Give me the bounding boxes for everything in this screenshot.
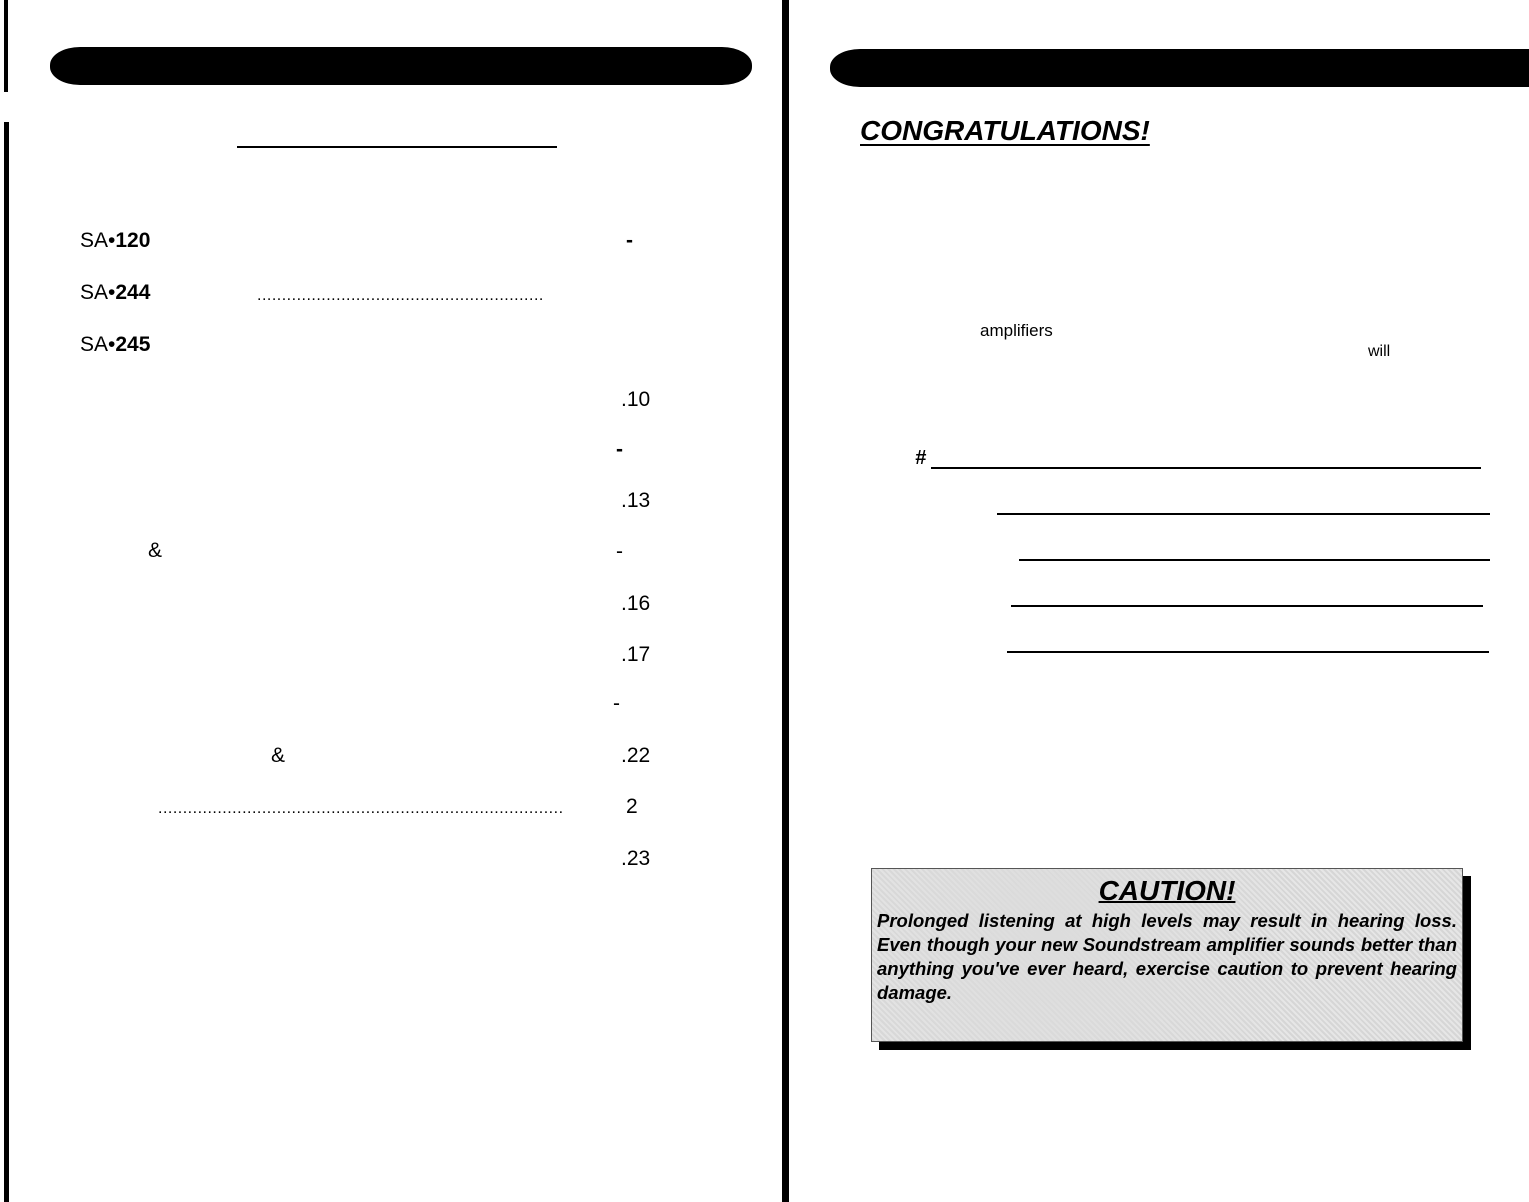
left-scan-edge-top [4, 0, 8, 92]
toc-page-entry-12: 2 [626, 795, 638, 818]
caution-body: Prolonged listening at high levels may result in hearing loss. Even though your new Soundstream amplifier sounds better than anything you've ever heard, exercise caution to prevent hearing damage. [877, 910, 1457, 1003]
toc-page-entry-10: - [613, 692, 620, 715]
toc-page-entry-9: .17 [621, 643, 651, 666]
toc-page-entry-8: .16 [621, 592, 651, 615]
toc-model-sa244: SA•244 [80, 281, 151, 304]
registration-line-2 [997, 513, 1490, 515]
hash-label: # [915, 447, 927, 469]
amplifiers-fragment: amplifiers [980, 321, 1053, 340]
left-header-banner [50, 47, 752, 85]
toc-page-entry-7: - [616, 540, 623, 563]
toc-model-sa245: SA•245 [80, 333, 151, 356]
toc-title-underline [237, 146, 557, 148]
toc-page-sa120: - [626, 229, 633, 252]
registration-line-4 [1011, 605, 1483, 607]
registration-line-3 [1019, 559, 1490, 561]
toc-ampersand-entry-11: & [271, 744, 286, 767]
will-fragment: will [1368, 343, 1391, 360]
right-header-banner [830, 49, 1529, 87]
toc-leader-entry-12: .................................................................................. [158, 800, 564, 817]
registration-line-1 [931, 467, 1481, 469]
toc-page-entry-4: .10 [621, 388, 651, 411]
toc-page-entry-11: .22 [621, 744, 651, 767]
caution-box [871, 868, 1463, 1042]
toc-page-entry-6: .13 [621, 489, 651, 512]
toc-page-entry-5: - [616, 438, 623, 461]
toc-page-entry-13: .23 [621, 847, 651, 870]
registration-line-5 [1007, 651, 1489, 653]
page-spine [782, 0, 789, 1202]
toc-leader-sa244: .......................................................... [257, 287, 544, 304]
toc-ampersand-entry-7: & [148, 539, 163, 562]
congratulations-heading: CONGRATULATIONS! [860, 115, 1150, 146]
caution-title: CAUTION! [1098, 875, 1236, 906]
left-scan-edge [4, 122, 9, 1202]
toc-model-sa120: SA•120 [80, 229, 151, 252]
